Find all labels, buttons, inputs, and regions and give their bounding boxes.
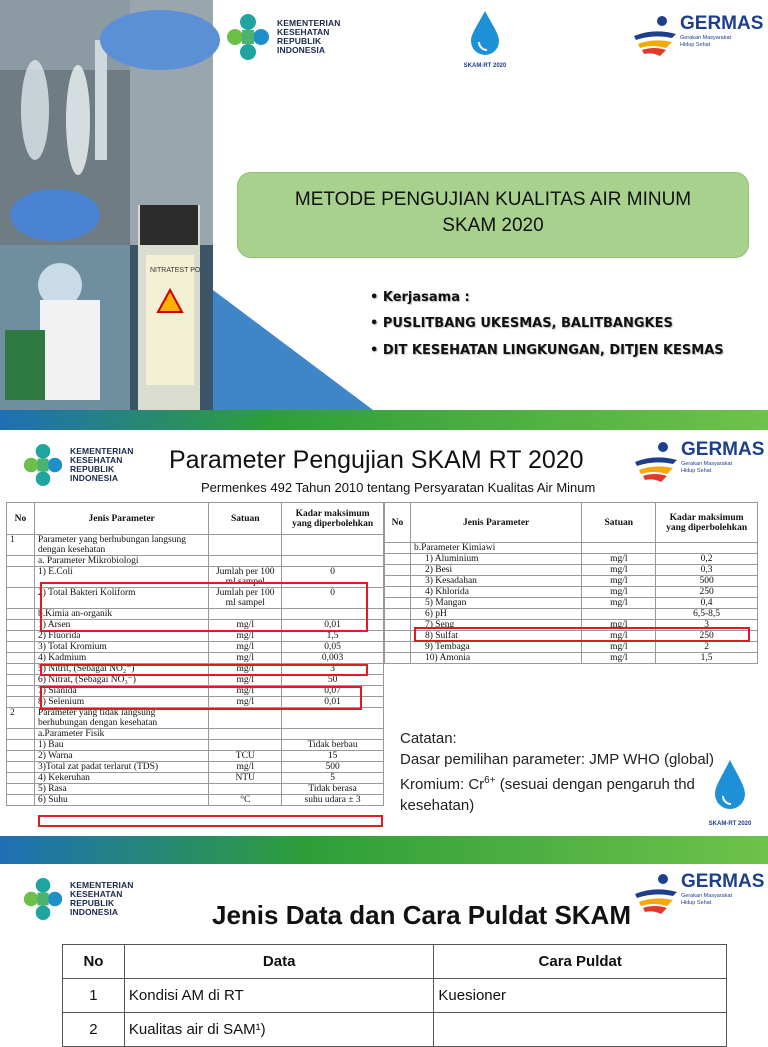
slide-parameters (0, 434, 768, 864)
page-title: Parameter Pengujian SKAM RT 2020 (169, 446, 584, 474)
germas-word: GERMAS (681, 871, 765, 892)
table-cell-unit: mg/l (209, 664, 282, 675)
table-cell-parameter: 6) Nitrat, (Sebagai NO₃⁻) (34, 675, 208, 686)
kemkes-text-2: KESEHATAN (70, 889, 123, 899)
skam-logo (700, 756, 760, 827)
table-cell-parameter: b.Kimia an-organik (34, 609, 208, 620)
table-row (7, 653, 384, 664)
table-row (385, 576, 758, 587)
notes-line-2-prefix: Kromium: Cr (400, 776, 485, 793)
table-cell-max: 6,5-8,5 (656, 609, 758, 620)
table-cell-max: 50 (282, 675, 384, 686)
table-cell-max: Tidak berasa (282, 784, 384, 795)
table-cell-unit: mg/l (209, 762, 282, 773)
table-cell-no (385, 642, 411, 653)
table-cell-no: 1 (63, 979, 125, 1013)
table-cell-max: 0 (282, 567, 384, 588)
table-cell-parameter: 5) Mangan (410, 598, 581, 609)
table-row (385, 653, 758, 664)
table-cell-parameter: 6) Suhu (34, 795, 208, 806)
table-cell-no (385, 609, 411, 620)
germas-sub-2: Hidup Sehat (680, 42, 711, 48)
table-cell-no (7, 729, 35, 740)
table-cell-parameter: 2) Total Bakteri Koliform (34, 588, 208, 609)
table-cell-no (385, 653, 411, 664)
table-row (385, 642, 758, 653)
kemkes-text-4: INDONESIA (70, 907, 119, 917)
table-cell-max: 1,5 (656, 653, 758, 664)
notes-line-1: Dasar pemilihan parameter: JMP WHO (global) (400, 751, 714, 768)
table-cell-max: 3 (656, 620, 758, 631)
col-header-no: No (7, 503, 35, 535)
table-cell-no (385, 598, 411, 609)
table-row (385, 609, 758, 620)
table-cell-unit (209, 729, 282, 740)
col-header-max: Kadar maksimum yang diperbolehkan (282, 503, 384, 535)
highlight-microbiology (40, 582, 368, 632)
table-cell-parameter: 4) Kekeruhan (34, 773, 208, 784)
table-cell-method (434, 1013, 727, 1047)
table-row (385, 587, 758, 598)
germas-figure-icon (632, 14, 678, 58)
table-cell-parameter: 4) Khlorida (410, 587, 581, 598)
table-cell-parameter: a. Parameter Mikrobiologi (34, 556, 208, 567)
table-cell-no (7, 609, 35, 620)
highlight-tds (38, 815, 383, 827)
kemkes-text-3: REPUBLIK (70, 898, 115, 908)
germas-sub-1: Gerakan Masyarakat (681, 461, 733, 467)
germas-sub-1: Gerakan Masyarakat (680, 35, 732, 41)
kemkes-cross-icon (22, 876, 64, 922)
table-cell-parameter: 1) Aluminium (410, 554, 581, 565)
table-cell-no (7, 784, 35, 795)
germas-sub-1: Gerakan Masyarakat (681, 893, 733, 899)
table-cell-unit: mg/l (582, 620, 656, 631)
table-cell-no (7, 620, 35, 631)
table-cell-no (7, 653, 35, 664)
table-cell-max (282, 556, 384, 567)
table-row (385, 598, 758, 609)
table-cell-no (7, 686, 35, 697)
kemkes-logo (22, 876, 133, 922)
water-drop-icon (455, 8, 515, 58)
table-cell-no (7, 675, 35, 686)
highlight-nitrit-nitrat (40, 686, 362, 710)
table-cell-no (7, 740, 35, 751)
col-header-no: No (385, 503, 411, 543)
col-header-method: Cara Puldat (434, 945, 727, 979)
water-drop-icon (700, 756, 760, 816)
bullet-partner-1: • PUSLITBANG UKESMAS, BALITBANGKES (370, 316, 673, 331)
kemkes-text-1: KEMENTERIAN (277, 18, 341, 28)
notes-line-2-suffix: (sesuai dengan pengaruh thd (495, 776, 695, 793)
table-cell-no (7, 697, 35, 708)
table-row (7, 631, 384, 642)
title-line-2: SKAM 2020 (442, 215, 544, 236)
table-cell-parameter: 3) Total Kromium (34, 642, 208, 653)
kemkes-cross-icon (22, 442, 64, 488)
lab-photo-image (0, 0, 213, 410)
table-row (7, 675, 384, 686)
germas-word: GERMAS (680, 13, 764, 34)
table-cell-no (7, 762, 35, 773)
table-cell-unit: TCU (209, 751, 282, 762)
slide-cover (0, 0, 768, 430)
table-cell-unit: mg/l (209, 686, 282, 697)
table-cell-max: 0,01 (282, 620, 384, 631)
title-line-1: METODE PENGUJIAN KUALITAS AIR MINUM (294, 189, 692, 210)
table-cell-parameter: Parameter yang berhubungan langsung dengan kesehatan (34, 535, 208, 556)
table-section-label: b.Parameter Kimiawi (410, 543, 581, 554)
table-row (385, 565, 758, 576)
kemkes-text-2: KESEHATAN (277, 27, 330, 37)
table-cell-max: 0,003 (282, 653, 384, 664)
table-cell-no (7, 567, 35, 588)
germas-figure-icon (633, 872, 679, 916)
bullet-partner-2: • DIT KESEHATAN LINGKUNGAN, DITJEN KESMAS (370, 343, 724, 358)
table-cell-parameter: 10) Amonia (410, 653, 581, 664)
germas-sub-2: Hidup Sehat (681, 900, 712, 906)
table-cell-max: 0,07 (282, 686, 384, 697)
table-row (7, 751, 384, 762)
table-section-row (385, 543, 758, 554)
table-cell-parameter: 7) Sianida (34, 686, 208, 697)
table-cell-unit: mg/l (582, 565, 656, 576)
table-cell-unit: NTU (209, 773, 282, 784)
table-cell-no (7, 773, 35, 784)
table-cell-no (385, 631, 411, 642)
table-cell-parameter: 8) Sulfat (410, 631, 581, 642)
table-cell-max: 0,2 (656, 554, 758, 565)
table-cell-unit: mg/l (582, 576, 656, 587)
germas-logo (633, 440, 764, 484)
table-cell-parameter: 2) Fluorida (34, 631, 208, 642)
table-cell-max (656, 543, 758, 554)
skam-logo (455, 8, 515, 69)
highlight-ph (414, 627, 750, 642)
table-cell-parameter: 8) Selenium (34, 697, 208, 708)
bottom-band (0, 410, 768, 430)
table-cell-max (282, 729, 384, 740)
title-box (237, 172, 749, 258)
table-cell-max: 2 (656, 642, 758, 653)
table-cell-data: Kualitas air di SAM¹) (124, 1013, 434, 1047)
bottom-band (0, 836, 768, 864)
page-subtitle: Permenkes 492 Tahun 2010 tentang Persyaratan Kualitas Air Minum (201, 480, 596, 495)
table-cell-max: 3 (282, 664, 384, 675)
table-row (7, 773, 384, 784)
table-cell-unit: mg/l (582, 631, 656, 642)
table-row (7, 740, 384, 751)
table-cell-parameter: 2) Warna (34, 751, 208, 762)
table-cell-unit (209, 556, 282, 567)
table-row (7, 708, 384, 729)
table-cell-max: 500 (282, 762, 384, 773)
table-cell-max: 250 (656, 631, 758, 642)
table-row (7, 535, 384, 556)
col-header-data: Data (124, 945, 434, 979)
table-cell-unit (209, 740, 282, 751)
table-row (7, 556, 384, 567)
table-cell-unit: mg/l (582, 642, 656, 653)
germas-logo (633, 872, 764, 916)
germas-sub-2: Hidup Sehat (681, 468, 712, 474)
table-cell-no (385, 543, 411, 554)
table-cell-no (7, 795, 35, 806)
data-collection-table (62, 944, 727, 1047)
tube-label: NITRATEST PO (150, 267, 201, 274)
notes-line-3: kesehatan) (400, 797, 475, 814)
table-cell-no (385, 576, 411, 587)
table-row (63, 979, 727, 1013)
slide-data-types (0, 866, 768, 1038)
table-cell-parameter: 1) Arsen (34, 620, 208, 631)
table-row (385, 554, 758, 565)
highlight-kromium (40, 664, 368, 676)
kemkes-logo (22, 442, 133, 488)
table-cell-no (385, 620, 411, 631)
table-cell-no (385, 554, 411, 565)
table-cell-unit: mg/l (209, 631, 282, 642)
table-cell-max: 0 (282, 588, 384, 609)
table-row (7, 784, 384, 795)
kemkes-text-3: REPUBLIK (277, 36, 322, 46)
table-cell-unit: mg/l (582, 587, 656, 598)
left-parameter-table (6, 502, 384, 806)
notes-line-2 (400, 770, 714, 795)
table-row (7, 762, 384, 773)
table-cell-unit: mg/l (209, 653, 282, 664)
kemkes-text-4: INDONESIA (277, 45, 326, 55)
table-cell-unit: mg/l (209, 620, 282, 631)
table-cell-parameter: 2) Besi (410, 565, 581, 576)
lab-photo-collage (0, 0, 213, 410)
table-cell-parameter: 3)Total zat padat terlarut (TDS) (34, 762, 208, 773)
table-cell-unit: mg/l (209, 675, 282, 686)
germas-word: GERMAS (681, 439, 765, 460)
table-cell-method: Kuesioner (434, 979, 727, 1013)
table-cell-unit (209, 708, 282, 729)
table-cell-unit: mg/l (582, 554, 656, 565)
table-cell-max: suhu udara ± 3 (282, 795, 384, 806)
table-cell-parameter: 5) Nitrit, (Sebagai NO₂⁻) (34, 664, 208, 675)
col-header-unit: Satuan (209, 503, 282, 535)
notes (400, 728, 714, 816)
table-cell-max: 0,3 (656, 565, 758, 576)
kemkes-text-1: KEMENTERIAN (70, 880, 134, 890)
table-cell-parameter: 9) Tembaga (410, 642, 581, 653)
table-row (7, 795, 384, 806)
table-cell-unit (209, 535, 282, 556)
col-header-max: Kadar maksimum yang diperbolehkan (656, 503, 758, 543)
decor-blue-triangle (213, 270, 373, 410)
table-cell-unit: Jumlah per 100 ml sampel (209, 567, 282, 588)
table-cell-max: 250 (656, 587, 758, 598)
table-cell-unit: Jumlah per 100 ml sampel (209, 588, 282, 609)
table-cell-unit: mg/l (582, 653, 656, 664)
table-cell-max (282, 535, 384, 556)
table-cell-parameter: a.Parameter Fisik (34, 729, 208, 740)
table-cell-parameter: 7) Seng (410, 620, 581, 631)
page-title: Jenis Data dan Cara Puldat SKAM (212, 900, 631, 930)
table-cell-max: 0,05 (282, 642, 384, 653)
table-cell-no (7, 642, 35, 653)
table-cell-unit (582, 543, 656, 554)
table-cell-max: 0,01 (282, 697, 384, 708)
col-header-unit: Satuan (582, 503, 656, 543)
table-cell-unit (209, 784, 282, 795)
table-cell-no (7, 631, 35, 642)
kemkes-text-3: REPUBLIK (70, 464, 115, 474)
table-row (7, 729, 384, 740)
col-header-no: No (63, 945, 125, 979)
table-cell-no: 2 (63, 1013, 125, 1047)
germas-logo (632, 14, 763, 58)
table-cell-no (385, 565, 411, 576)
bullet-kerjasama: • Kerjasama : (370, 290, 470, 305)
table-cell-parameter: 1) Bau (34, 740, 208, 751)
skam-logo-caption: SKAM-RT 2020 (708, 821, 752, 827)
col-header-parameter: Jenis Parameter (34, 503, 208, 535)
table-row (7, 642, 384, 653)
table-cell-parameter: Parameter yang tidak langsung berhubungan dengan kesehatan (34, 708, 208, 729)
table-cell-no (7, 751, 35, 762)
table-cell-max: Tidak berbau (282, 740, 384, 751)
notes-heading: Catatan: (400, 730, 457, 747)
table-cell-no (7, 664, 35, 675)
table-cell-parameter: 5) Rasa (34, 784, 208, 795)
table-cell-max: 0,4 (656, 598, 758, 609)
table-cell-max (282, 708, 384, 729)
table-cell-no: 2 (7, 708, 35, 729)
table-cell-data: Kondisi AM di RT (124, 979, 434, 1013)
germas-figure-icon (633, 440, 679, 484)
table-cell-unit (582, 609, 656, 620)
kemkes-text-2: KESEHATAN (70, 455, 123, 465)
table-cell-max: 500 (656, 576, 758, 587)
kemkes-text-1: KEMENTERIAN (70, 446, 134, 456)
table-cell-no (7, 556, 35, 567)
table-cell-parameter: 6) pH (410, 609, 581, 620)
table-cell-unit: mg/l (209, 697, 282, 708)
table-cell-parameter: 4) Kadmium (34, 653, 208, 664)
skam-logo-caption: SKAM-RT 2020 (463, 63, 507, 69)
notes-line-2-sup: 6+ (484, 775, 496, 786)
table-cell-no (385, 587, 411, 598)
table-cell-parameter: 3) Kesadahan (410, 576, 581, 587)
table-cell-max: 5 (282, 773, 384, 784)
kemkes-text-4: INDONESIA (70, 473, 119, 483)
table-cell-max: 1,5 (282, 631, 384, 642)
table-cell-unit: °C (209, 795, 282, 806)
col-header-parameter: Jenis Parameter (410, 503, 581, 543)
kemkes-logo (225, 12, 340, 62)
table-cell-no (7, 588, 35, 609)
table-cell-unit: mg/l (582, 598, 656, 609)
table-cell-max: 15 (282, 751, 384, 762)
kemkes-cross-icon (225, 12, 271, 62)
table-cell-unit: mg/l (209, 642, 282, 653)
table-cell-no: 1 (7, 535, 35, 556)
table-cell-parameter: 1) E.Coli (34, 567, 208, 588)
table-row (63, 1013, 727, 1047)
